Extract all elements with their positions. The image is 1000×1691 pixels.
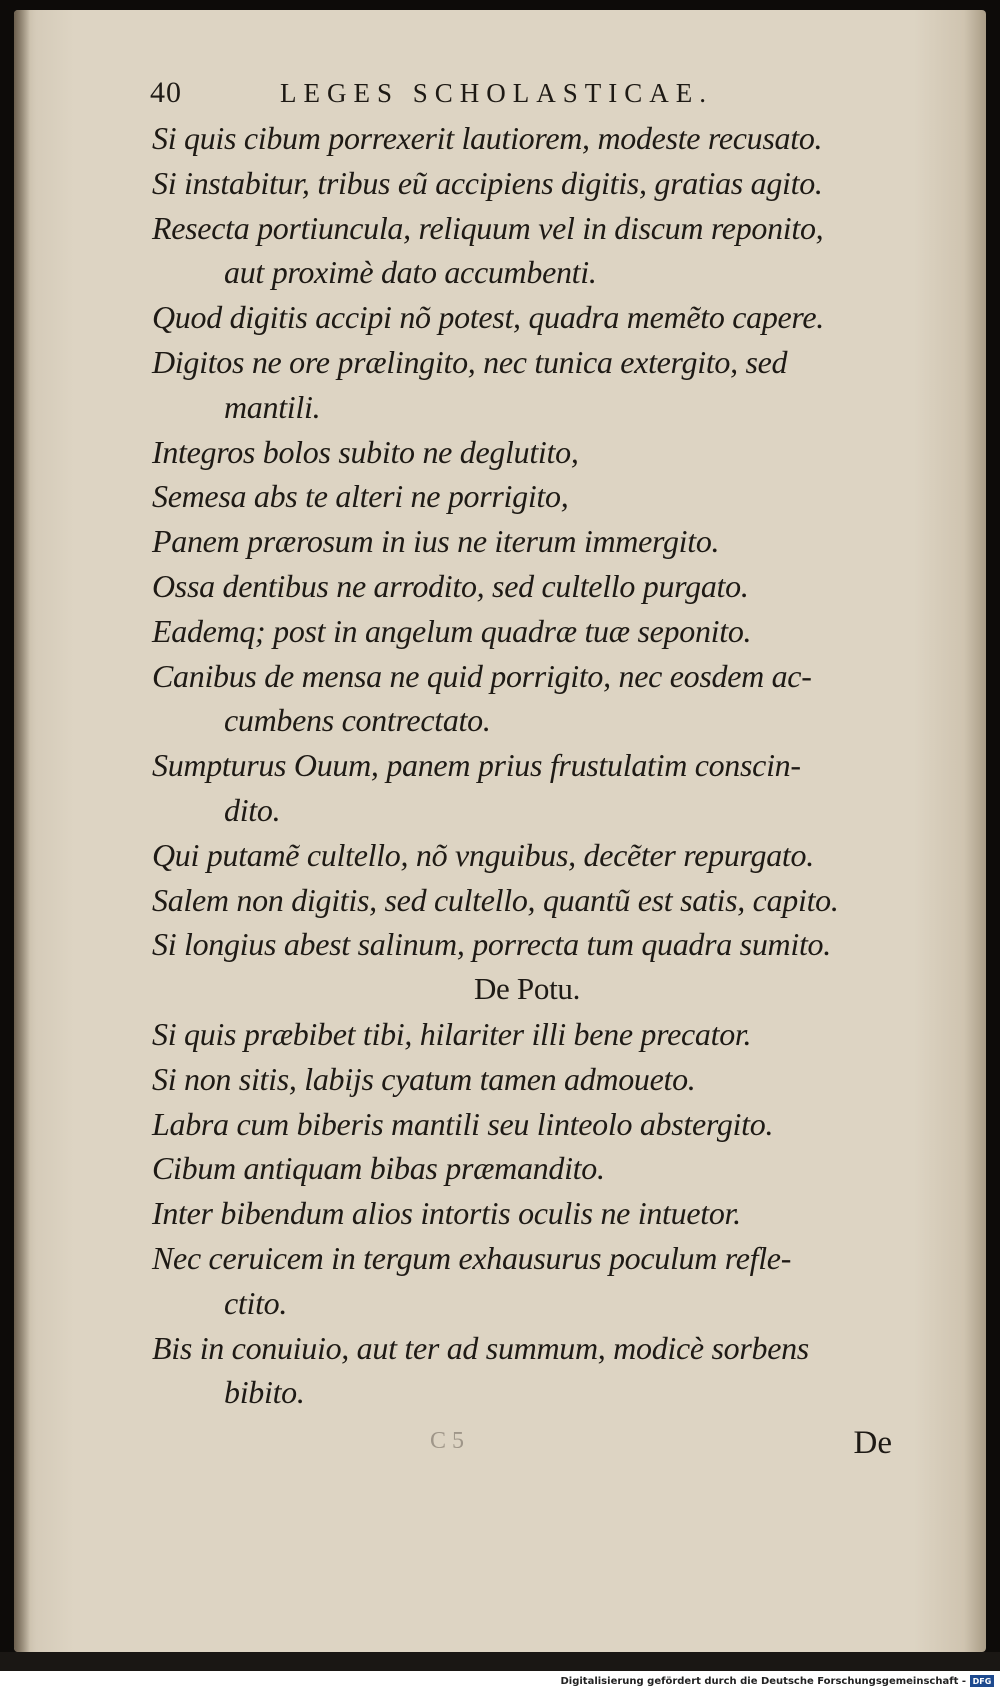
text-line: Qui putamẽ cultello, nõ vnguibus, decẽter repurgato. [152,836,814,873]
digitization-footer [0,1671,1000,1691]
text-line: Panem prærosum in ius ne iterum immergito. [152,523,720,560]
text-line: Bis in conuiuio, aut ter ad summum, modicè sorbens [152,1329,809,1366]
text-line: Si quis præbibet tibi, hilariter illi bene precator. [152,1015,752,1052]
section-heading: De Potu. [473,971,581,1007]
page-header [150,76,740,116]
text-line: bibito. [224,1374,305,1411]
text-line: aut proximè dato accumbenti. [224,254,597,291]
text-line: Si instabitur, tribus eũ accipiens digitis, gratias agito. [152,164,823,201]
text-line: Si non sitis, labijs cyatum tamen admoueto. [152,1060,696,1097]
text-line: Si quis cibum porrexerit lautiorem, modeste recusato. [152,120,823,156]
text-line: Nec ceruicem in tergum exhausurus poculum refle- [152,1239,792,1276]
text-line: Canibus de mensa ne quid porrigito, nec eosdem ac- [152,657,812,694]
text-line: Inter bibendum alios intortis oculis ne intuetor. [152,1195,741,1232]
text-line: Semesa abs te alteri ne porrigito, [152,478,569,515]
text-line: Resecta portiuncula, reliquum vel in discum reponito, [152,209,824,246]
footer-credit: Digitalisierung gefördert durch die Deutsche Forschungsgemeinschaft - [560,1675,966,1687]
text-line: cumbens contrectato. [224,702,491,739]
text-line: Quod digitis accipi nõ potest, quadra memẽto capere. [152,299,824,336]
text-line: mantili. [224,388,321,425]
text-line: Sumpturus Ouum, panem prius frustulatim conscin- [152,747,801,784]
text-line: Cibum antiquam bibas præmandito. [152,1150,605,1187]
signature-mark: C 5 [430,1428,465,1454]
text-line: Labra cum biberis mantili seu linteolo abstergito. [152,1105,774,1142]
running-head: LEGES SCHOLASTICAE. [280,78,714,108]
text-line: dito. [224,791,281,828]
scan-bottom-border [0,1652,1000,1671]
text-block [152,116,912,1466]
text-line: Digitos ne ore prælingito, nec tunica extergito, sed [152,343,788,380]
text-line: Si longius abest salinum, porrecta tum quadra sumito. [152,926,831,963]
text-line: Integros bolos subito ne deglutito, [152,433,579,470]
text-line: ctito. [224,1284,288,1321]
page-gutter-shadow [14,10,30,1652]
text-line: Salem non digitis, sed cultello, quantũ est satis, capito. [152,881,839,918]
text-line: Eademq; post in angelum quadræ tuæ seponito. [152,612,752,649]
dfg-logo: DFG [970,1675,994,1687]
page-number: 40 [150,76,182,109]
text-line: Ossa dentibus ne arrodito, sed cultello purgato. [152,567,749,604]
catchword: De [853,1425,892,1462]
